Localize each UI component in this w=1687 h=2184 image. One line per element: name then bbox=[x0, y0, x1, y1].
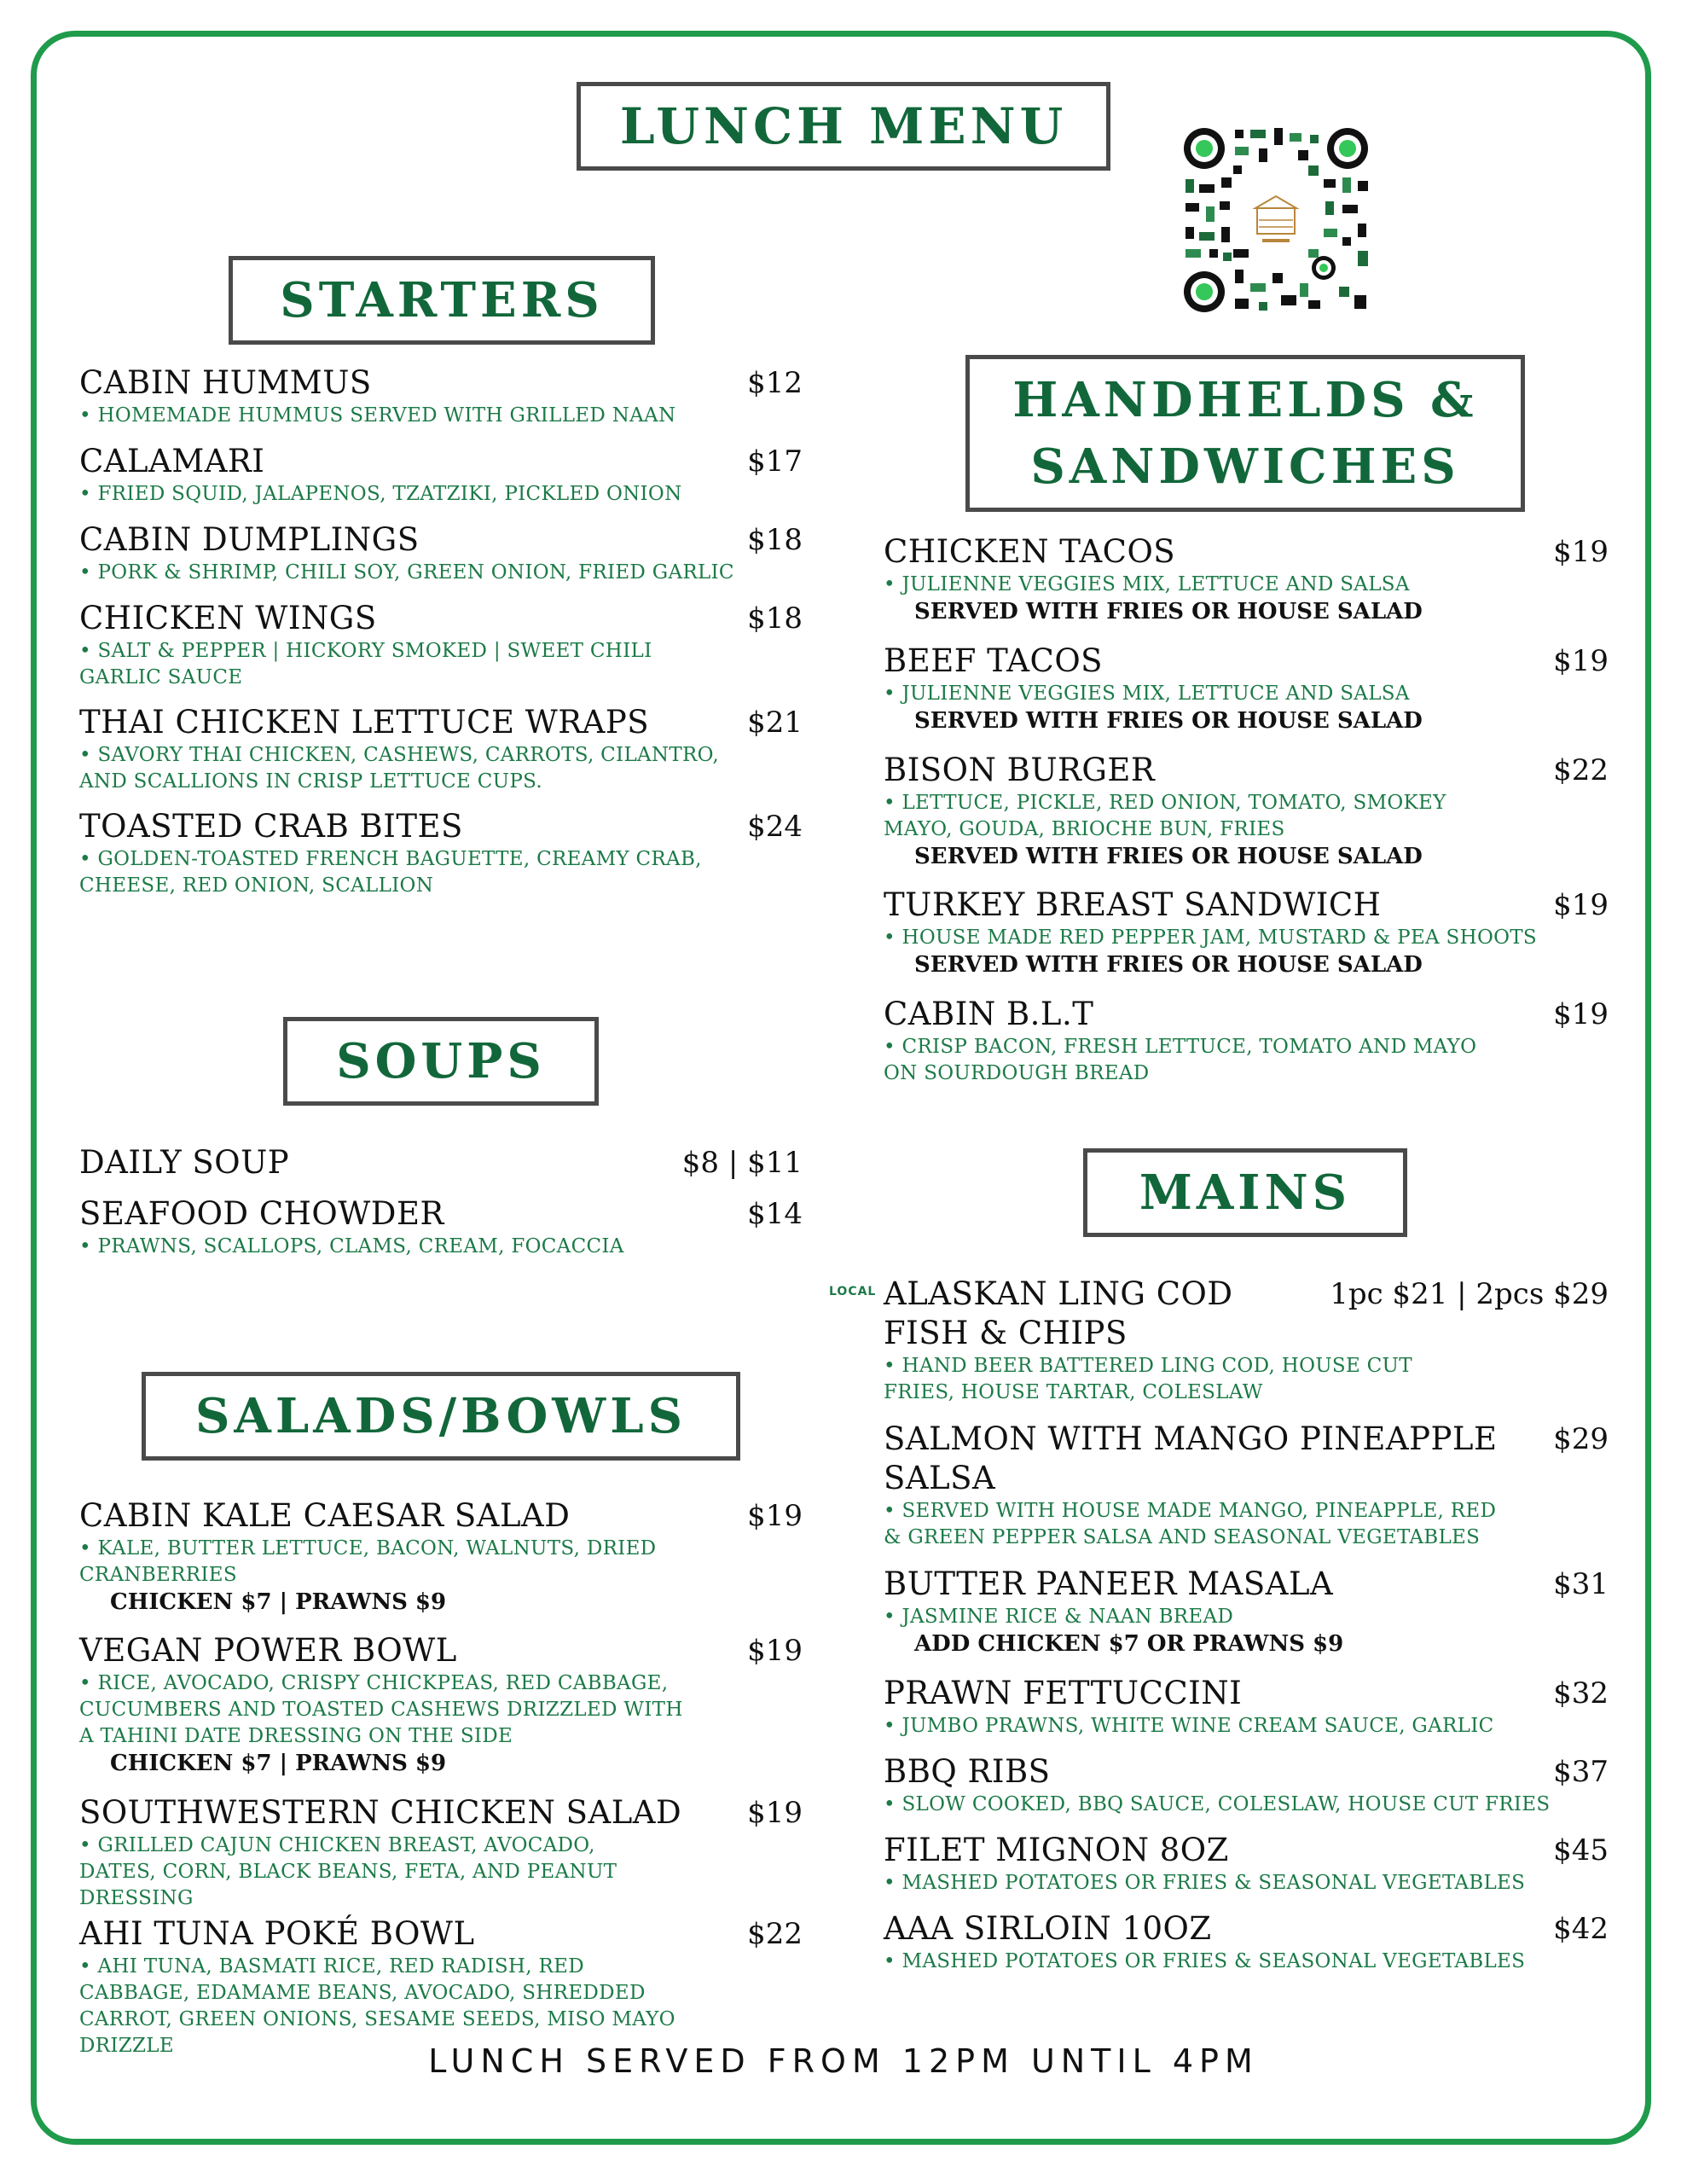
item-description: • HAND BEER BATTERED LING COD, HOUSE CUT FRIES, HOUSE TARTAR, COLESLAW bbox=[884, 1355, 1412, 1403]
item-price: $24 bbox=[747, 810, 803, 844]
item-price: $42 bbox=[1553, 1912, 1609, 1946]
item-description: • SAVORY THAI CHICKEN, CASHEWS, CARROTS, CILANTRO, AND SCALLIONS IN CRISP LETTUCE CUPS. bbox=[79, 744, 720, 793]
menu-item bbox=[884, 886, 1609, 979]
menu-item bbox=[884, 532, 1609, 626]
item-side-note: SERVED WITH FRIES OR HOUSE SALAD bbox=[914, 952, 1423, 978]
item-price: $22 bbox=[747, 1917, 803, 1951]
menu-item bbox=[79, 520, 803, 586]
item-description: • JULIENNE VEGGIES MIX, LETTUCE AND SALSA bbox=[884, 682, 1410, 705]
item-side-note: SERVED WITH FRIES OR HOUSE SALAD bbox=[914, 599, 1423, 624]
item-price: $18 bbox=[747, 601, 803, 636]
item-price: $19 bbox=[1553, 644, 1609, 678]
menu-item bbox=[79, 1194, 803, 1260]
menu-item bbox=[79, 363, 803, 429]
menu-item bbox=[884, 995, 1609, 1087]
menu-item bbox=[884, 1420, 1609, 1551]
item-description: • GOLDEN-TOASTED FRENCH BAGUETTE, CREAMY CRAB, CHEESE, RED ONION, SCALLION bbox=[79, 848, 702, 897]
page-title bbox=[577, 82, 1110, 171]
item-price: $19 bbox=[1553, 535, 1609, 569]
item-name: CABIN B.L.T bbox=[884, 996, 1094, 1032]
menu-item bbox=[79, 599, 803, 691]
handhelds-heading: HANDHELDS & SANDWICHES bbox=[965, 355, 1525, 512]
item-description: • CRISP BACON, FRESH LETTUCE, TOMATO AND MAYO ON SOURDOUGH BREAD bbox=[884, 1036, 1477, 1084]
item-name: VEGAN POWER BOWL bbox=[79, 1632, 457, 1669]
item-description: • JASMINE RICE & NAAN BREAD bbox=[884, 1606, 1234, 1628]
item-name: AAA SIRLOIN 10OZ bbox=[884, 1910, 1212, 1947]
item-price: $18 bbox=[747, 523, 803, 557]
item-name: AHI TUNA POKÉ BOWL bbox=[79, 1915, 475, 1952]
item-description: • SALT & PEPPER | HICKORY SMOKED | SWEET CHILI GARLIC SAUCE bbox=[79, 640, 652, 688]
item-description: • JULIENNE VEGGIES MIX, LETTUCE AND SALSA bbox=[884, 573, 1410, 595]
menu-item bbox=[884, 1831, 1609, 1896]
menu-item bbox=[884, 1275, 1609, 1406]
item-price: $32 bbox=[1553, 1676, 1609, 1711]
lunch-hours-footer: LUNCH SERVED FROM 12PM UNTIL 4PM bbox=[428, 2042, 1259, 2080]
item-description: • KALE, BUTTER LETTUCE, BACON, WALNUTS, DRIED CRANBERRIES bbox=[79, 1537, 657, 1586]
item-price: $22 bbox=[1553, 753, 1609, 787]
menu-item bbox=[884, 1909, 1609, 1975]
item-side-note: SERVED WITH FRIES OR HOUSE SALAD bbox=[914, 708, 1423, 734]
item-addon-note: CHICKEN $7 | PRAWNS $9 bbox=[110, 1751, 447, 1776]
item-price: $29 bbox=[1553, 1422, 1609, 1456]
item-name: TOASTED CRAB BITES bbox=[79, 808, 463, 845]
item-name: CABIN DUMPLINGS bbox=[79, 521, 420, 558]
item-side-note: SERVED WITH FRIES OR HOUSE SALAD bbox=[914, 844, 1423, 869]
item-name: BBQ RIBS bbox=[884, 1753, 1051, 1790]
item-description: • SLOW COOKED, BBQ SAUCE, COLESLAW, HOUSE CUT FRIES bbox=[884, 1793, 1551, 1815]
item-price: $19 bbox=[747, 1499, 803, 1533]
qr-code-icon[interactable] bbox=[1180, 125, 1371, 316]
menu-item bbox=[79, 1793, 803, 1912]
item-description: • MASHED POTATOES OR FRIES & SEASONAL VEGETABLES bbox=[884, 1872, 1526, 1894]
menu-item bbox=[79, 1631, 803, 1778]
item-description: • HOMEMADE HUMMUS SERVED WITH GRILLED NAAN bbox=[79, 404, 676, 427]
menu-item bbox=[884, 751, 1609, 871]
item-name: CALAMARI bbox=[79, 443, 265, 479]
menu-item bbox=[884, 1752, 1609, 1818]
item-price: $31 bbox=[1553, 1567, 1609, 1601]
menu-item bbox=[884, 1565, 1609, 1658]
item-name: DAILY SOUP bbox=[79, 1144, 290, 1181]
menu-item bbox=[79, 1143, 803, 1182]
item-price: $19 bbox=[747, 1796, 803, 1830]
item-price: $45 bbox=[1553, 1833, 1609, 1867]
item-name: SALMON WITH MANGO PINEAPPLE SALSA bbox=[884, 1420, 1498, 1496]
item-name: ALASKAN LING COD FISH & CHIPS bbox=[884, 1275, 1233, 1351]
item-name: BUTTER PANEER MASALA bbox=[884, 1565, 1334, 1602]
item-name: SOUTHWESTERN CHICKEN SALAD bbox=[79, 1794, 682, 1831]
item-description: • GRILLED CAJUN CHICKEN BREAST, AVOCADO, DATES, CORN, BLACK BEANS, FETA, AND PEANUT DRESSING bbox=[79, 1834, 617, 1909]
item-name: CHICKEN WINGS bbox=[79, 600, 377, 636]
item-price: 1pc $21 | 2pcs $29 bbox=[1330, 1277, 1609, 1311]
menu-item bbox=[79, 1496, 803, 1617]
item-name: PRAWN FETTUCCINI bbox=[884, 1675, 1243, 1711]
item-name: BEEF TACOS bbox=[884, 642, 1104, 679]
soups-heading: SOUPS bbox=[283, 1017, 599, 1106]
item-name: SEAFOOD CHOWDER bbox=[79, 1195, 444, 1232]
item-price: $14 bbox=[747, 1197, 803, 1231]
item-price: $19 bbox=[1553, 997, 1609, 1031]
item-name: CABIN HUMMUS bbox=[79, 364, 372, 401]
item-price: $12 bbox=[747, 366, 803, 400]
item-description: • HOUSE MADE RED PEPPER JAM, MUSTARD & PEA SHOOTS bbox=[884, 926, 1537, 949]
item-addon-note: CHICKEN $7 | PRAWNS $9 bbox=[110, 1589, 447, 1615]
menu-item bbox=[79, 442, 803, 508]
page-title-text: LUNCH MENU bbox=[619, 97, 1068, 155]
mains-heading: MAINS bbox=[1083, 1148, 1407, 1237]
menu-item bbox=[79, 703, 803, 795]
item-description: • LETTUCE, PICKLE, RED ONION, TOMATO, SMOKEY MAYO, GOUDA, BRIOCHE BUN, FRIES bbox=[884, 792, 1446, 840]
item-price: $8 | $11 bbox=[681, 1146, 803, 1180]
starters-heading: STARTERS bbox=[229, 256, 655, 345]
item-description: • PORK & SHRIMP, CHILI SOY, GREEN ONION, FRIED GARLIC bbox=[79, 561, 734, 584]
item-description: • RICE, AVOCADO, CRISPY CHICKPEAS, RED CABBAGE, CUCUMBERS AND TOASTED CASHEWS DRIZZLED WITH A TAHINI DATE DRESSING ON THE SIDE bbox=[79, 1672, 683, 1747]
menu-item bbox=[884, 642, 1609, 735]
item-name: BISON BURGER bbox=[884, 752, 1156, 788]
menu-item bbox=[79, 807, 803, 899]
item-description: • MASHED POTATOES OR FRIES & SEASONAL VEGETABLES bbox=[884, 1950, 1526, 1972]
item-name: CHICKEN TACOS bbox=[884, 533, 1176, 570]
item-description: • FRIED SQUID, JALAPENOS, TZATZIKI, PICKLED ONION bbox=[79, 483, 682, 505]
salads-heading: SALADS/BOWLS bbox=[142, 1372, 740, 1461]
item-price: $19 bbox=[1553, 888, 1609, 922]
item-price: $21 bbox=[747, 706, 803, 740]
item-description: • PRAWNS, SCALLOPS, CLAMS, CREAM, FOCACCIA bbox=[79, 1235, 624, 1258]
item-addon-note: ADD CHICKEN $7 OR PRAWNS $9 bbox=[914, 1631, 1344, 1657]
item-description: • JUMBO PRAWNS, WHITE WINE CREAM SAUCE, GARLIC bbox=[884, 1715, 1494, 1737]
item-price: $19 bbox=[747, 1634, 803, 1668]
item-name: TURKEY BREAST SANDWICH bbox=[884, 886, 1382, 923]
item-price: $17 bbox=[747, 444, 803, 479]
item-description: • AHI TUNA, BASMATI RICE, RED RADISH, RED CABBAGE, EDAMAME BEANS, AVOCADO, SHREDDED CARROT, GREEN ONIONS, SESAME SEEDS, MISO MAYO DRIZZLE bbox=[79, 1955, 675, 2057]
item-name: CABIN KALE CAESAR SALAD bbox=[79, 1497, 571, 1534]
menu-item bbox=[884, 1674, 1609, 1740]
item-name: FILET MIGNON 8OZ bbox=[884, 1832, 1229, 1868]
local-badge: LOCAL bbox=[829, 1285, 877, 1298]
item-description: • SERVED WITH HOUSE MADE MANGO, PINEAPPLE, RED & GREEN PEPPER SALSA AND SEASONAL VEGETABLES bbox=[884, 1500, 1497, 1548]
item-price: $37 bbox=[1553, 1755, 1609, 1789]
item-name: THAI CHICKEN LETTUCE WRAPS bbox=[79, 704, 650, 741]
menu-item bbox=[79, 1914, 803, 2059]
